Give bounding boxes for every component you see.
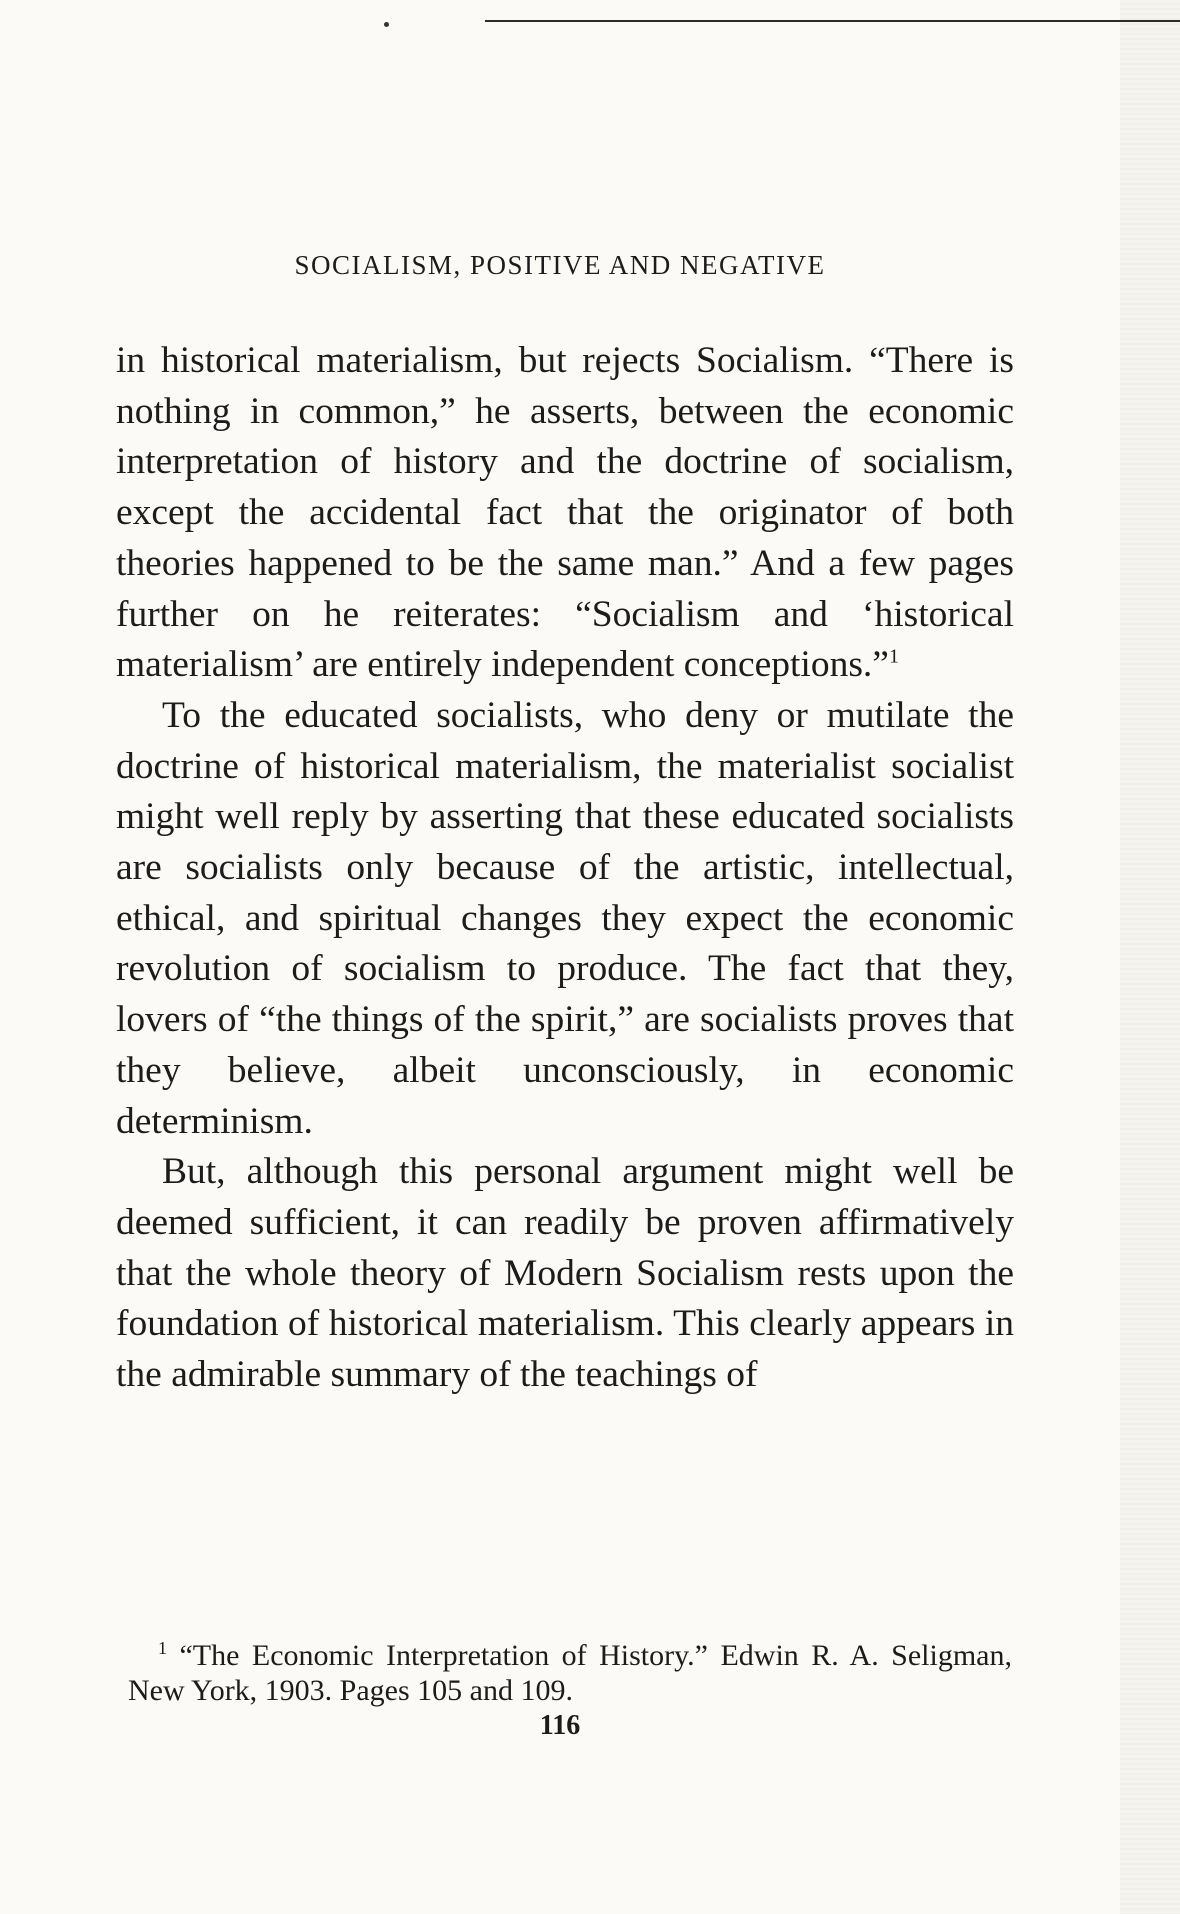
running-head: SOCIALISM, POSITIVE AND NEGATIVE: [294, 250, 826, 280]
footnote-reference: 1: [888, 645, 899, 668]
paragraph-3-text: But, although this personal argument might well be deemed sufficient, it can readily be proven affirmatively that the whole theory of Modern Socialism rests upon the foundation of historical materialism. This clearly appears in the admirable summary of the teachings of: [116, 1151, 1014, 1396]
ink-speck: [384, 22, 389, 27]
paragraph-2-text: To the educated socialists, who deny or mutilate the doctrine of historical materialism, the materialist socialist might well reply by asserting that these educated socialists are socialists only because of the artistic, intellectual, ethical, and spiritual changes they expect the economic revolution of socialism to produce. The fact that they, lovers of “the things of the spirit,” are socialists proves that they believe, albeit unconsciously, in economic determinism.: [116, 694, 1014, 1142]
footnote-text: “The Economic Interpretation of History.” Edwin R. A. Seligman, New York, 1903. Pages 105 and 109.: [128, 1639, 1012, 1707]
body-text: [116, 336, 1014, 1401]
paragraph-1-text: in historical materialism, but rejects Socialism. “There is nothing in common,” he asserts, between the economic interpretation of history and the doctrine of socialism, except the accidental fact that the originator of both theories happened to be the same man.” And a few pages further on he reiterates: “Socialism and ‘historical materialism’ are entirely independent conceptions.”: [116, 340, 1014, 686]
paragraph-3: [116, 1147, 1014, 1401]
paragraph-1: [116, 336, 1014, 691]
footnote-marker: 1: [158, 1638, 167, 1658]
page-number: 116: [539, 1710, 581, 1741]
paragraph-2: [116, 691, 1014, 1147]
page-edge-shading: [1120, 0, 1180, 1914]
footnote: [128, 1638, 1012, 1708]
top-rule: [485, 20, 1180, 22]
